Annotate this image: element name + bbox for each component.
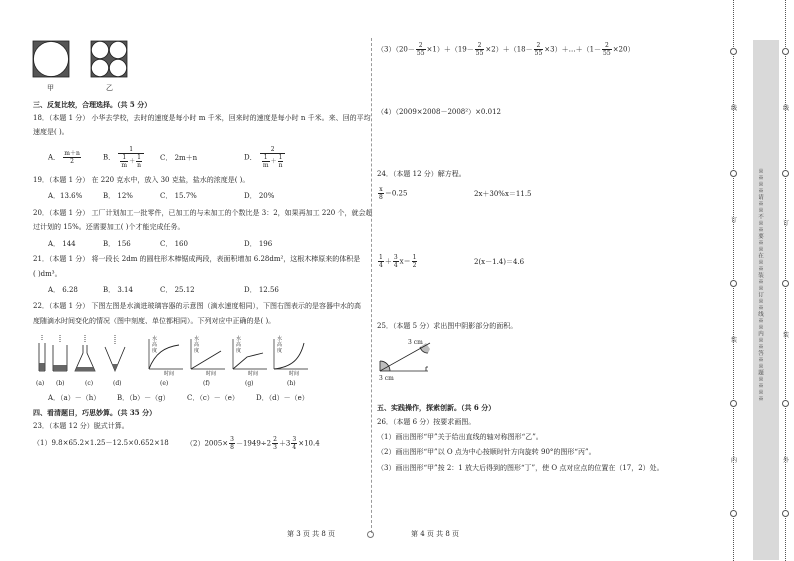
q24-equation-4: 2(x－1.4)＝4.6 <box>474 258 525 266</box>
binding-hole-icon <box>782 400 789 407</box>
q21-stem-line2: ( )dm³。 <box>33 270 62 278</box>
q26-part-3: （3）画出图形“甲”按 2：1 放大后得到的图形“丁”，使 O 点对应点的位置在（17，2）处。 <box>377 464 664 472</box>
q22-label-h: (h) <box>287 380 296 387</box>
section-5-title: 五、实践操作，探索创新。（共 6 分） <box>377 403 496 412</box>
q22-axis-y-h: 水高度 <box>277 336 283 354</box>
q22-label-f: (f) <box>203 380 210 387</box>
figure-label-yi: 乙 <box>106 84 113 92</box>
q22-label-c: (c) <box>85 380 94 387</box>
q22-axis-x-h: 时间 <box>289 371 300 377</box>
q21-option-d[interactable]: D． 12.56 <box>244 286 279 294</box>
q18-option-b[interactable]: B． 1 $\frac{1}{m}$ ＋ $\frac{1}{n}$ <box>103 146 145 169</box>
center-hole-icon <box>367 531 374 538</box>
binding-hole-icon <box>730 280 737 287</box>
q23-part-2: （2）2005× $\frac{3}{8}$ －1949÷2 $\frac{2}{3}$ ＋3 $\frac{3}{4}$ ×10.4 <box>186 436 320 451</box>
binding-char-inner-ding: 订 <box>731 217 738 224</box>
binding-hole-icon <box>730 400 737 407</box>
q26-stem: 26．（本题 6 分）按要求画图。 <box>377 418 476 426</box>
binding-hole-icon <box>782 280 789 287</box>
binding-hole-icon <box>730 170 737 177</box>
q20-option-b[interactable]: B． 156 <box>103 240 131 248</box>
q21-option-a[interactable]: A． 6.28 <box>48 286 78 294</box>
binding-char-inner-xian: 线 <box>731 105 738 112</box>
figure-yi <box>90 40 130 82</box>
q21-option-b[interactable]: B． 3.14 <box>103 286 133 294</box>
q20-option-d[interactable]: D． 196 <box>244 240 273 248</box>
q20-option-a[interactable]: A． 144 <box>48 240 76 248</box>
q22-label-a: (a) <box>36 380 45 387</box>
q26-part-1: （1）画出图形“甲”关于给出直线的轴对称图形“乙”。 <box>377 433 543 441</box>
q20-stem-line1: 20．（本题 1 分） 工厂计划加工一批零件，已加工的与未加工的个数比是 3：2，如果再加工 220 个，就会超 <box>33 209 373 217</box>
q22-option-d[interactable]: D．（d）－（e） <box>256 394 309 402</box>
footer-page-left: 第 3 页 共 8 页 <box>287 530 336 538</box>
q22-axis-y-e: 水高度 <box>152 336 158 354</box>
q22-axis-x-f: 时间 <box>206 371 217 377</box>
q24-equation-3: $\frac{1}{4}$ ＋ $\frac{3}{4}$ x＝ $\frac{1}{2}$ <box>379 254 417 269</box>
q21-stem-line1: 21．（本题 1 分） 将一段长 2dm 的圆柱形木棒锯成两段，表面积增加 6.28dm²，这根木棒原来的体积是 <box>33 255 361 263</box>
q22-option-c[interactable]: C．（c）－（e） <box>187 394 239 402</box>
q23-part-3: （3）（20－ $\frac{2}{55}$ ×1）＋（19－ $\frac{2}{55}$ ×2）＋（18－ $\frac{2}{55}$ ×3）＋…＋（1－ $\frac{2}{55}$ ×20） <box>377 42 635 57</box>
q22-axis-y-g: 水高度 <box>236 336 242 354</box>
q20-stem-line2: 过计划的 15%。还需要加工( )个才能完成任务。 <box>33 223 185 231</box>
q18-option-a[interactable]: A． $\frac{m+n}{2}$ <box>48 150 80 165</box>
q22-axis-y-f: 水高度 <box>194 336 200 354</box>
binding-char-outer-ding: 订 <box>783 220 790 227</box>
binding-char-inner-zhuang: 装 <box>731 337 738 344</box>
binding-char-outer-wai: 外 <box>783 457 790 464</box>
section-3-title: 三、反复比较，合理选择。（共 5 分） <box>33 100 152 109</box>
binding-hole-icon <box>782 48 789 55</box>
binding-hole-icon <box>782 170 789 177</box>
q18-option-d[interactable]: D． 2 $\frac{1}{m}$ ＋ $\frac{1}{n}$ <box>244 146 286 169</box>
q23-stem: 23．（本题 12 分）脱式计算。 <box>33 422 129 430</box>
q18-stem-line2: 速度是( )。 <box>33 128 69 136</box>
q22-label-e: (e) <box>160 380 169 387</box>
q22-stem-line1: 22．（本题 1 分） 下图左图是水滴进玻璃容器的示意图（滴水速度相同），下图右图表示的是容器中水的高 <box>33 302 362 310</box>
q22-axis-x-e: 时间 <box>164 371 175 377</box>
q23-part-4: （4）（2009×2008－2008²）×0.012 <box>377 108 501 116</box>
q22-axis-x-g: 时间 <box>248 371 259 377</box>
q19-option-b[interactable]: B． 12% <box>103 192 133 200</box>
binding-char-inner-nei: 内 <box>731 457 738 464</box>
binding-char-outer-zhuang: 装 <box>783 332 790 339</box>
q19-stem: 19．（本题 1 分） 在 220 克水中，放入 30 克盐，盐水的浓度是( )。 <box>33 176 250 184</box>
q22-label-d: (d) <box>113 380 122 387</box>
q25-label-bottom: 3 cm <box>379 375 394 382</box>
footer-page-right: 第 4 页 共 8 页 <box>411 530 460 538</box>
section-4-title: 四、看清题目，巧思妙算。（共 35 分） <box>33 408 157 417</box>
q23-part-1: （1）9.8×65.2×1.25－12.5×0.652×18 <box>33 439 169 447</box>
binding-char-outer-xian: 线 <box>783 105 790 112</box>
q24-equation-2: 2x＋30%x＝11.5 <box>474 190 532 198</box>
q25-stem: 25．（本题 5 分）求出图中阴影部分的面积。 <box>377 322 518 330</box>
q19-option-a[interactable]: A．13.6% <box>48 192 83 200</box>
q21-option-c[interactable]: C． 25.12 <box>160 286 195 294</box>
q22-label-g: (g) <box>245 380 254 387</box>
q22-stem-line2: 度随滴水时间变化的情况（图中刻度、单位都相同）。下列对应中正确的是( )。 <box>33 317 276 325</box>
binding-hole-icon <box>730 48 737 55</box>
q24-stem: 24．（本题 12 分）解方程。 <box>377 170 466 178</box>
q18-stem-line1: 18．（本题 1 分） 小华去学校，去时的速度是每小时 m 千米，回来时的速度是每小时 n 千米。来、回的平均 <box>33 114 371 122</box>
q19-option-c[interactable]: C． 15.7% <box>160 192 197 200</box>
q18-option-c[interactable]: C． 2m＋n <box>160 154 198 162</box>
q19-option-d[interactable]: D． 20% <box>244 192 275 200</box>
q22-option-a[interactable]: A．（a）－（h） <box>48 394 101 402</box>
q24-equation-1: $\frac{x}{8}$ ＝0.25 <box>379 186 408 201</box>
binding-hole-icon <box>782 510 789 517</box>
binding-notice: ※※※※请※※不※※要※※在※※装※※订※※线※※内※※答※※题※※※※ <box>757 168 763 402</box>
q22-containers-figure <box>33 333 139 381</box>
q25-label-top: 3 cm <box>408 339 423 346</box>
q22-option-b[interactable]: B．（b）－（g） <box>117 394 170 402</box>
figure-label-jia: 甲 <box>47 84 54 92</box>
figure-jia <box>32 40 72 82</box>
q20-option-c[interactable]: C． 160 <box>160 240 188 248</box>
q22-label-b: (b) <box>56 380 65 387</box>
q26-part-2: （2）画出图形“甲”以 O 点为中心按顺时针方向旋转 90°的图形“丙”。 <box>377 448 596 456</box>
page-divider <box>371 38 372 533</box>
binding-hole-icon <box>730 510 737 517</box>
